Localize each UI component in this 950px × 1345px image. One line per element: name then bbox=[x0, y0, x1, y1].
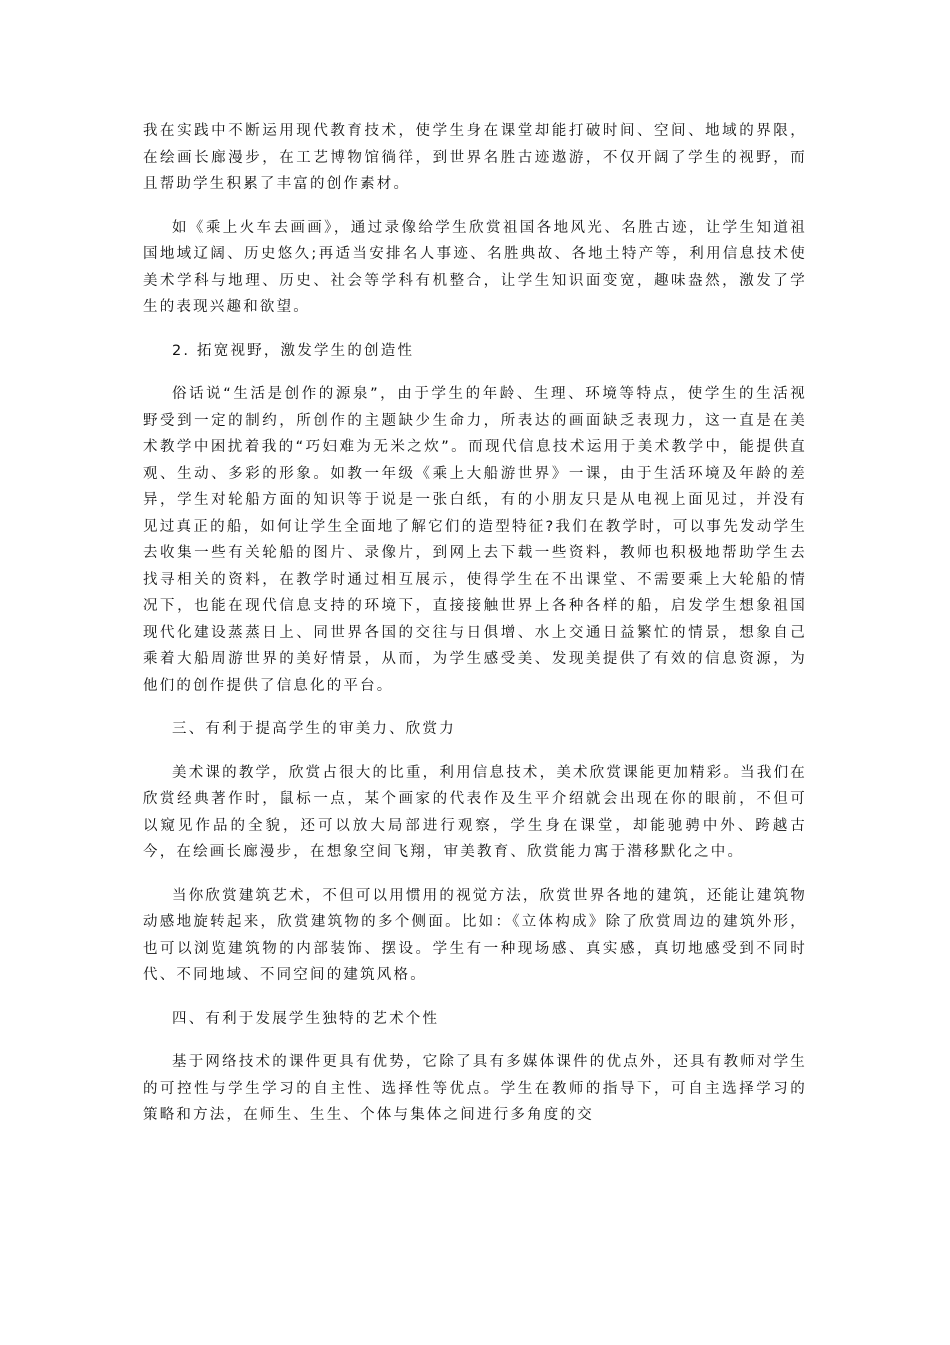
paragraph-ship-example: 俗话说“生活是创作的源泉”，由于学生的年龄、生理、环境等特点，使学生的生活视野受到一定的制约，所创作的主题缺少生命力，所表达的画面缺乏表现力，这一直是在美术教学中困扰着我的“巧妇难为无米之炊”。而现代信息技术运用于美术教学中，能提供直观、生动、多彩的形象。如教一年级《乘上大船游世界》一课，由于生活环境及年龄的差异，学生对轮船方面的知识等于说是一张白纸，有的小朋友只是从电视上面见过，并没有见过真正的船，如何让学生全面地了解它们的造型特征?我们在教学时，可以事先发动学生去收集一些有关轮船的图片、录像片，到网上去下载一些资料，教师也积极地帮助学生去找寻相关的资料，在教学时通过相互展示，使得学生在不出课堂、不需要乘上大轮船的情况下，也能在现代信息支持的环境下，直接接触世界上各种各样的船，启发学生想象祖国现代化建设蒸蒸日上、同世界各国的交往与日俱增、水上交通日益繁忙的情景，想象自己乘着大船周游世界的美好情景，从而，为学生感受美、发现美提供了有效的信息资源，为他们的创作提供了信息化的平台。 bbox=[143, 386, 807, 694]
section-heading-broaden-vision: 2. 拓宽视野，激发学生的创造性 bbox=[172, 342, 415, 359]
paragraph-train-example: 如《乘上火车去画画》，通过录像给学生欣赏祖国各地风光、名胜古迹，让学生知道祖国地域辽阔、历史悠久;再适当安排名人事迹、名胜典故、各地土特产等，利用信息技术使美术学科与地理、历史、社会等学科有机整合，让学生知识面变宽，趣味盎然，激发了学生的表现兴趣和欲望。 bbox=[143, 219, 807, 315]
document-body bbox=[143, 118, 807, 1146]
section-heading-personality: 四、有利于发展学生独特的艺术个性 bbox=[172, 1010, 440, 1027]
paragraph-intro: 我在实践中不断运用现代教育技术，使学生身在课堂却能打破时间、空间、地域的界限，在绘画长廊漫步，在工艺博物馆徜徉，到世界名胜古迹遨游，不仅开阔了学生的视野，而且帮助学生积累了丰富的创作素材。 bbox=[143, 123, 807, 192]
paragraph-architecture: 当你欣赏建筑艺术，不但可以用惯用的视觉方法，欣赏世界各地的建筑，还能让建筑物动感地旋转起来，欣赏建筑物的多个侧面。比如：《立体构成》除了欣赏周边的建筑外形，也可以浏览建筑物的内部装饰、摆设。学生有一种现场感、真实感，真切地感受到不同时代、不同地域、不同空间的建筑风格。 bbox=[143, 887, 807, 983]
paragraph-appreciation: 美术课的教学，欣赏占很大的比重，利用信息技术，美术欣赏课能更加精彩。当我们在欣赏经典著作时，鼠标一点，某个画家的代表作及生平介绍就会出现在你的眼前，不但可以窥见作品的全貌，还可以放大局部进行观察，学生身在课堂，却能驰骋中外、跨越古今，在绘画长廊漫步，在想象空间飞翔，审美教育、欣赏能力寓于潜移默化之中。 bbox=[143, 764, 807, 860]
section-heading-aesthetic: 三、有利于提高学生的审美力、欣赏力 bbox=[172, 721, 456, 737]
paragraph-network-courseware: 基于网络技术的课件更具有优势，它除了具有多媒体课件的优点外，还具有教师对学生的可控性与学生学习的自主性、选择性等优点。学生在教师的指导下，可自主选择学习的策略和方法，在师生、生生、个体与集体之间进行多角度的交 bbox=[143, 1054, 807, 1123]
